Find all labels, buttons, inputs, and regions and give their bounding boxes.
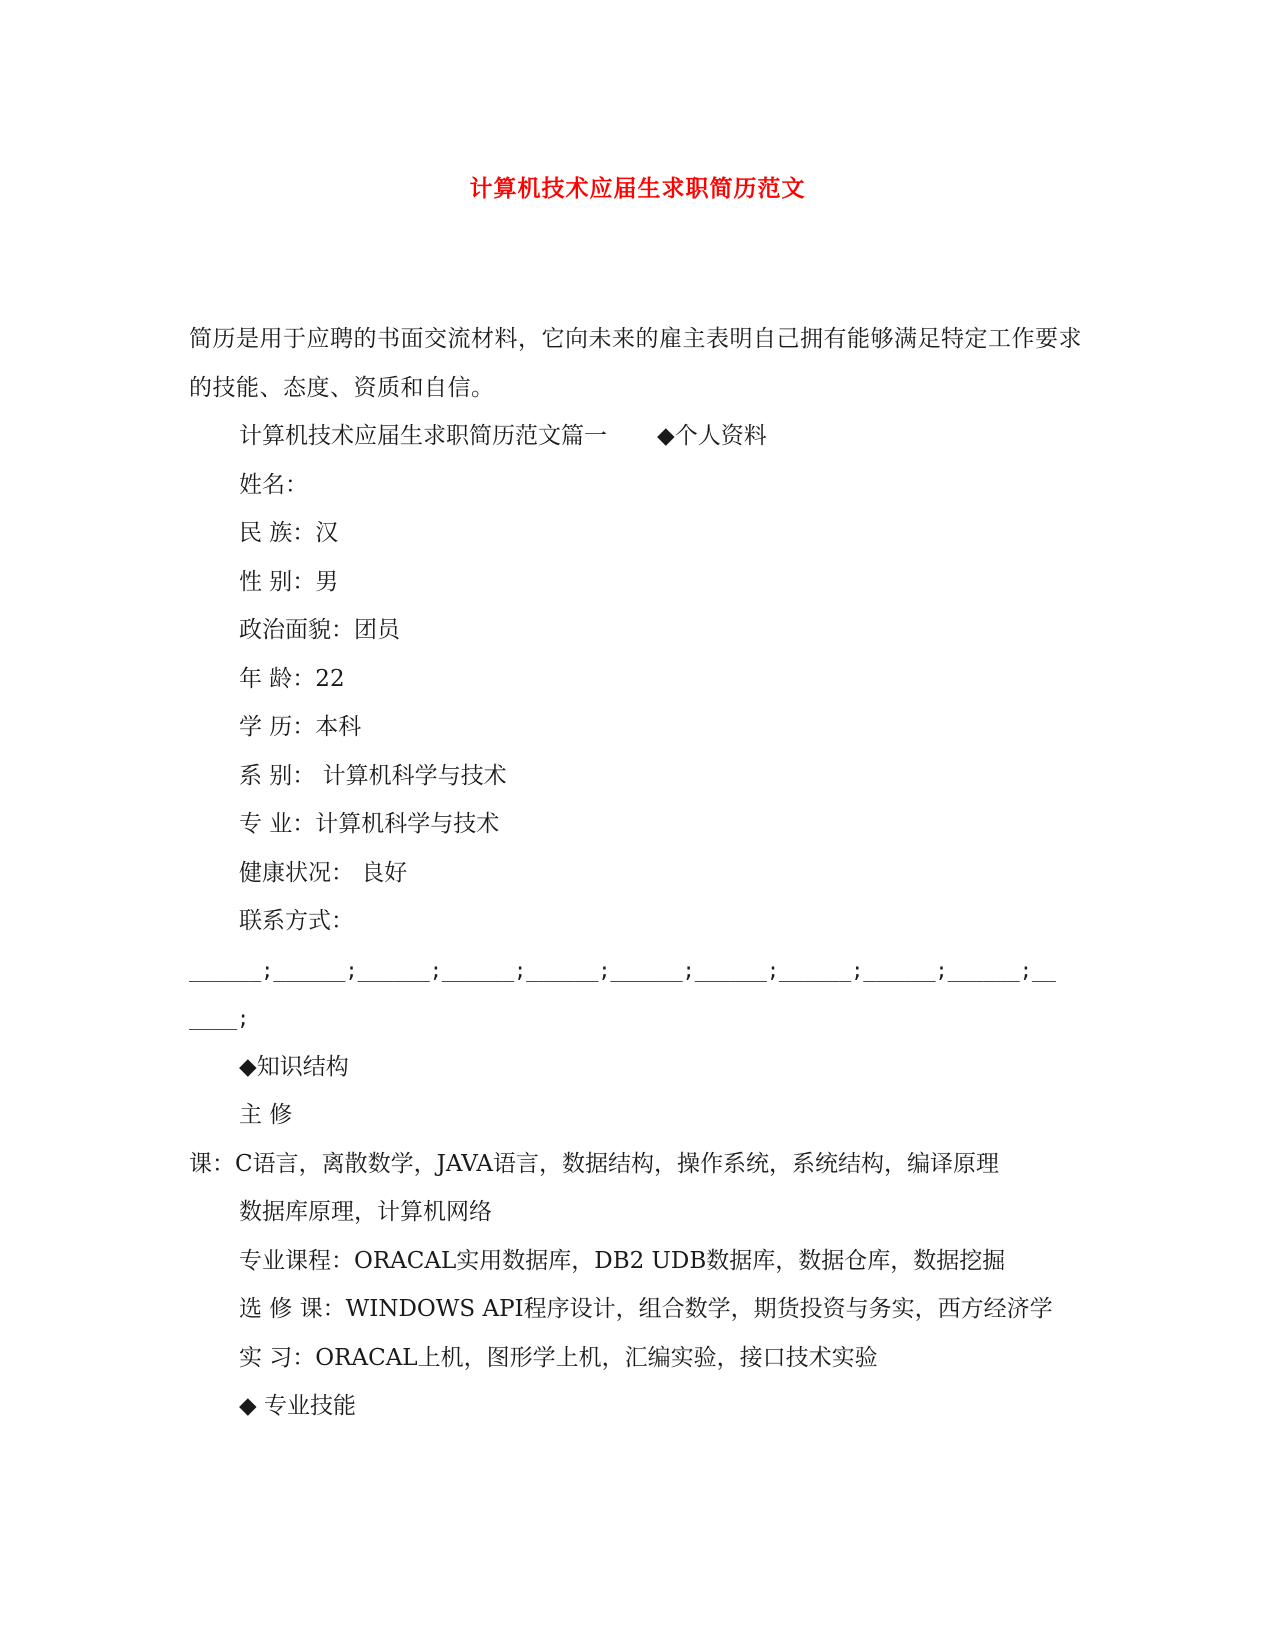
personal-info-heading: ◆个人资料 <box>657 423 767 449</box>
internship: 实 习：ORACAL上机，图形学上机，汇编实验，接口技术实验 <box>239 1344 878 1371</box>
field-political-status: 政治面貌：团员 <box>239 617 400 643</box>
contact-blanks-line-1: ______;______;______;______;______;______;______;______;______;______;__ <box>189 957 1056 982</box>
major-courses-line-1: 课：C语言，离散数学，JAVA语言，数据结构，操作系统，系统结构，编译原理 <box>189 1150 999 1177</box>
major-courses-line-2: 数据库原理，计算机网络 <box>239 1199 492 1225</box>
contact-blanks-line-2: ____; <box>189 1006 250 1030</box>
document-title: 计算机技术应届生求职简历范文 <box>469 175 806 202</box>
section-heading-row <box>189 412 1089 461</box>
field-department: 系 别： 计算机科学与技术 <box>239 762 507 789</box>
field-gender: 性 别：男 <box>239 568 339 595</box>
field-health: 健康状况： 良好 <box>239 859 408 886</box>
field-education: 学 历：本科 <box>239 714 362 740</box>
skills-heading: ◆ 专业技能 <box>239 1393 356 1419</box>
major-courses-label: 主 修 <box>239 1102 293 1128</box>
intro-paragraph: 简历是用于应聘的书面交流材料，它向未来的雇主表明自己拥有能够满足特定工作要求的技能、态度、资质和自信。 <box>189 326 1082 401</box>
knowledge-heading: ◆知识结构 <box>239 1053 349 1080</box>
field-age: 年 龄：22 <box>239 665 345 692</box>
professional-courses: 专业课程：ORACAL实用数据库，DB2 UDB数据库，数据仓库，数据挖掘 <box>239 1247 1006 1274</box>
document-body <box>189 315 1089 1431</box>
field-contact: 联系方式： <box>239 908 354 934</box>
field-major: 专 业：计算机科学与技术 <box>239 811 500 837</box>
elective-courses: 选 修 课：WINDOWS API程序设计，组合数学，期货投资与务实，西方经济学 <box>239 1296 1053 1322</box>
section-heading: 计算机技术应届生求职简历范文篇一 <box>239 423 607 449</box>
field-name: 姓名： <box>239 471 308 498</box>
field-ethnicity: 民 族：汉 <box>239 520 339 546</box>
